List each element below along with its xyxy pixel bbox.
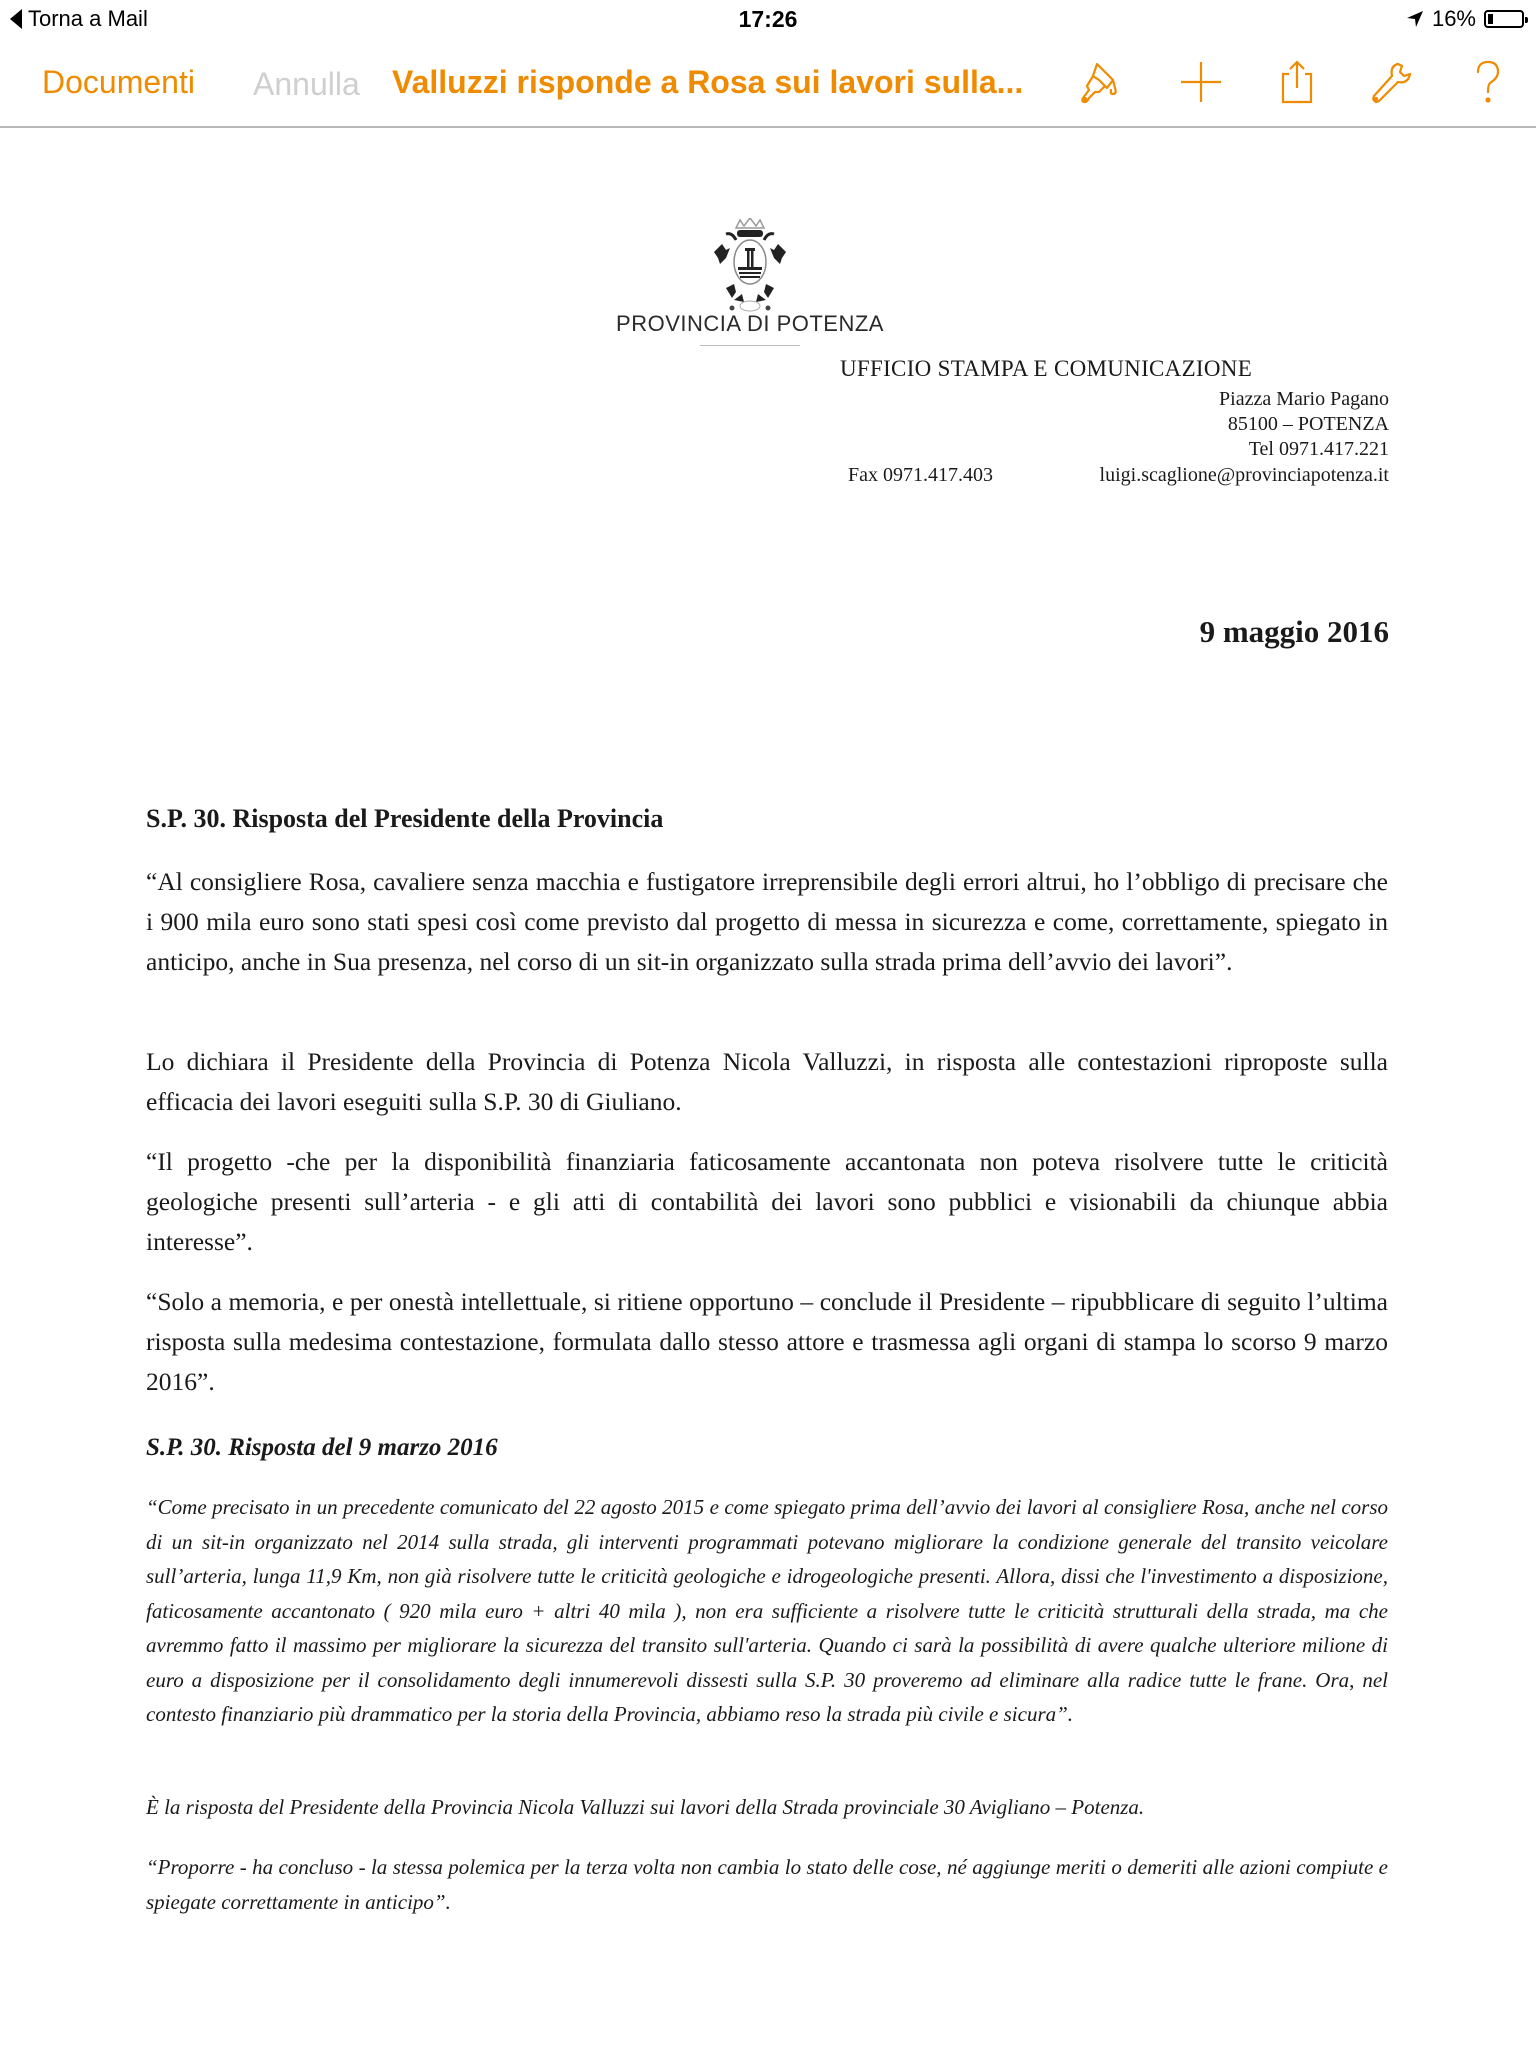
cancel-button[interactable]: Annulla xyxy=(253,66,360,102)
paragraph-1: “Al consigliere Rosa, cavaliere senza macchia e fustigatore irreprensibile degli errori altrui, ho l’obbligo di precisare che i 900 mila euro sono stati spesi così come previsto dal progetto di messa in sicurezza e come, correttamente, spiegato in anticipo, anche in Sua presenza, nel corso di un sit-in organizzato sulla strada prima dell’avvio dei lavori”. xyxy=(146,867,1388,976)
paragraph-4: “Solo a memoria, e per onestà intellettuale, si ritiene opportuno – conclude il Presidente – ripubblicare di seguito l’ultima risposta sulla medesima contestazione, formulata dallo stesso attore e trasmessa agli organi di stampa lo scorso 9 marzo 2016”. xyxy=(146,1287,1388,1396)
help-button[interactable] xyxy=(1464,58,1512,106)
location-arrow-icon xyxy=(1406,10,1424,28)
document-title: Valluzzi risponde a Rosa sui lavori sulla... xyxy=(392,64,1024,100)
clock: 17:26 xyxy=(738,6,798,32)
document-page xyxy=(0,128,1536,2048)
address-street: Piazza Mario Pagano xyxy=(1219,388,1389,410)
quote-paragraph-1: “Come precisato in un precedente comunicato del 22 agosto 2015 e come spiegato prima dell’avvio dei lavori al consigliere Rosa, anche nel corso di un sit-in organizzato nel 2014 sulla strada, gli interventi programmati potevano migliorare la condizione generale del transito veicolare sull’arteria, lunga 11,9 Km, non già risolvere tutte le criticità geologiche e idrogeologiche presenti. Allora, dissi che l'investimento a disposizione, faticosamente accantonato ( 920 mila euro + altri 40 mila ), non era sufficiente a risolvere tutte le criticità strutturali della strada, ma che avremmo fatto il massimo per migliorare la sicurezza del transito sull'arteria. Quando ci sarà la possibilità di avere qualche ulteriore milione di euro a disposizione per il consolidamento degli innumerevoli dissesti sulla S.P. 30 proveremo ad eliminare alla radice tutte le frane. Ora, nel contesto finanziario più drammatico per la storia della Provincia, abbiamo reso la strada più civile e sicura”. xyxy=(146,1495,1388,1726)
address-city: 85100 – POTENZA xyxy=(1227,413,1389,435)
add-button[interactable] xyxy=(1177,58,1225,106)
settings-button[interactable] xyxy=(1368,58,1416,106)
documents-button[interactable]: Documenti xyxy=(42,64,195,100)
paragraph-2: Lo dichiara il Presidente della Provincia di Potenza Nicola Valluzzi, in risposta alle contestazioni riproposte sulla efficacia dei lavori eseguiti sulla S.P. 30 di Giuliano. xyxy=(146,1047,1388,1116)
share-button[interactable] xyxy=(1273,58,1321,106)
toolbar xyxy=(0,40,1536,128)
logo-text: PROVINCIA DI POTENZA xyxy=(616,311,884,336)
quote-paragraph-3: “Proporre - ha concluso - la stessa polemica per la terza volta non cambia lo stato delle cose, né aggiunge meriti o demeriti alle azioni compiute e spiegate correttamente in anticipo”. xyxy=(146,1855,1388,1914)
format-button[interactable] xyxy=(1075,58,1123,106)
help-icon xyxy=(1464,58,1512,106)
share-icon xyxy=(1273,58,1321,106)
plus-icon xyxy=(1177,58,1225,106)
battery-level xyxy=(1488,14,1493,24)
status-bar xyxy=(0,0,1536,40)
battery-icon xyxy=(1484,10,1524,28)
battery-percent: 16% xyxy=(1431,6,1476,31)
quote-paragraph-2: È la risposta del Presidente della Provincia Nicola Valluzzi sui lavori della Strada provinciale 30 Avigliano – Potenza. xyxy=(146,1795,1145,1819)
logo-divider xyxy=(700,345,800,346)
coat-of-arms-logo xyxy=(712,218,788,318)
wrench-icon xyxy=(1368,58,1416,106)
document-date: 9 maggio 2016 xyxy=(1199,614,1389,649)
back-label: Torna a Mail xyxy=(28,6,148,31)
phone-number: Tel 0971.417.221 xyxy=(1248,438,1389,460)
fax-number: Fax 0971.417.403 xyxy=(848,464,993,486)
status-indicators xyxy=(1406,6,1524,32)
paintbrush-icon xyxy=(1075,58,1123,106)
office-name: UFFICIO STAMPA E COMUNICAZIONE xyxy=(840,356,1253,381)
paragraph-3: “Il progetto -che per la disponibilità finanziaria faticosamente accantonata non poteva risolvere tutte le criticità geologiche presenti sull’arteria - e gli atti di contabilità dei lavori sono pubblici e visionabili da chiunque abbia interesse”. xyxy=(146,1147,1388,1256)
email-link[interactable]: luigi.scaglione@provinciapotenza.it xyxy=(1099,464,1389,486)
document-heading: S.P. 30. Risposta del Presidente della Provincia xyxy=(146,804,664,833)
quote-heading: S.P. 30. Risposta del 9 marzo 2016 xyxy=(146,1434,498,1461)
